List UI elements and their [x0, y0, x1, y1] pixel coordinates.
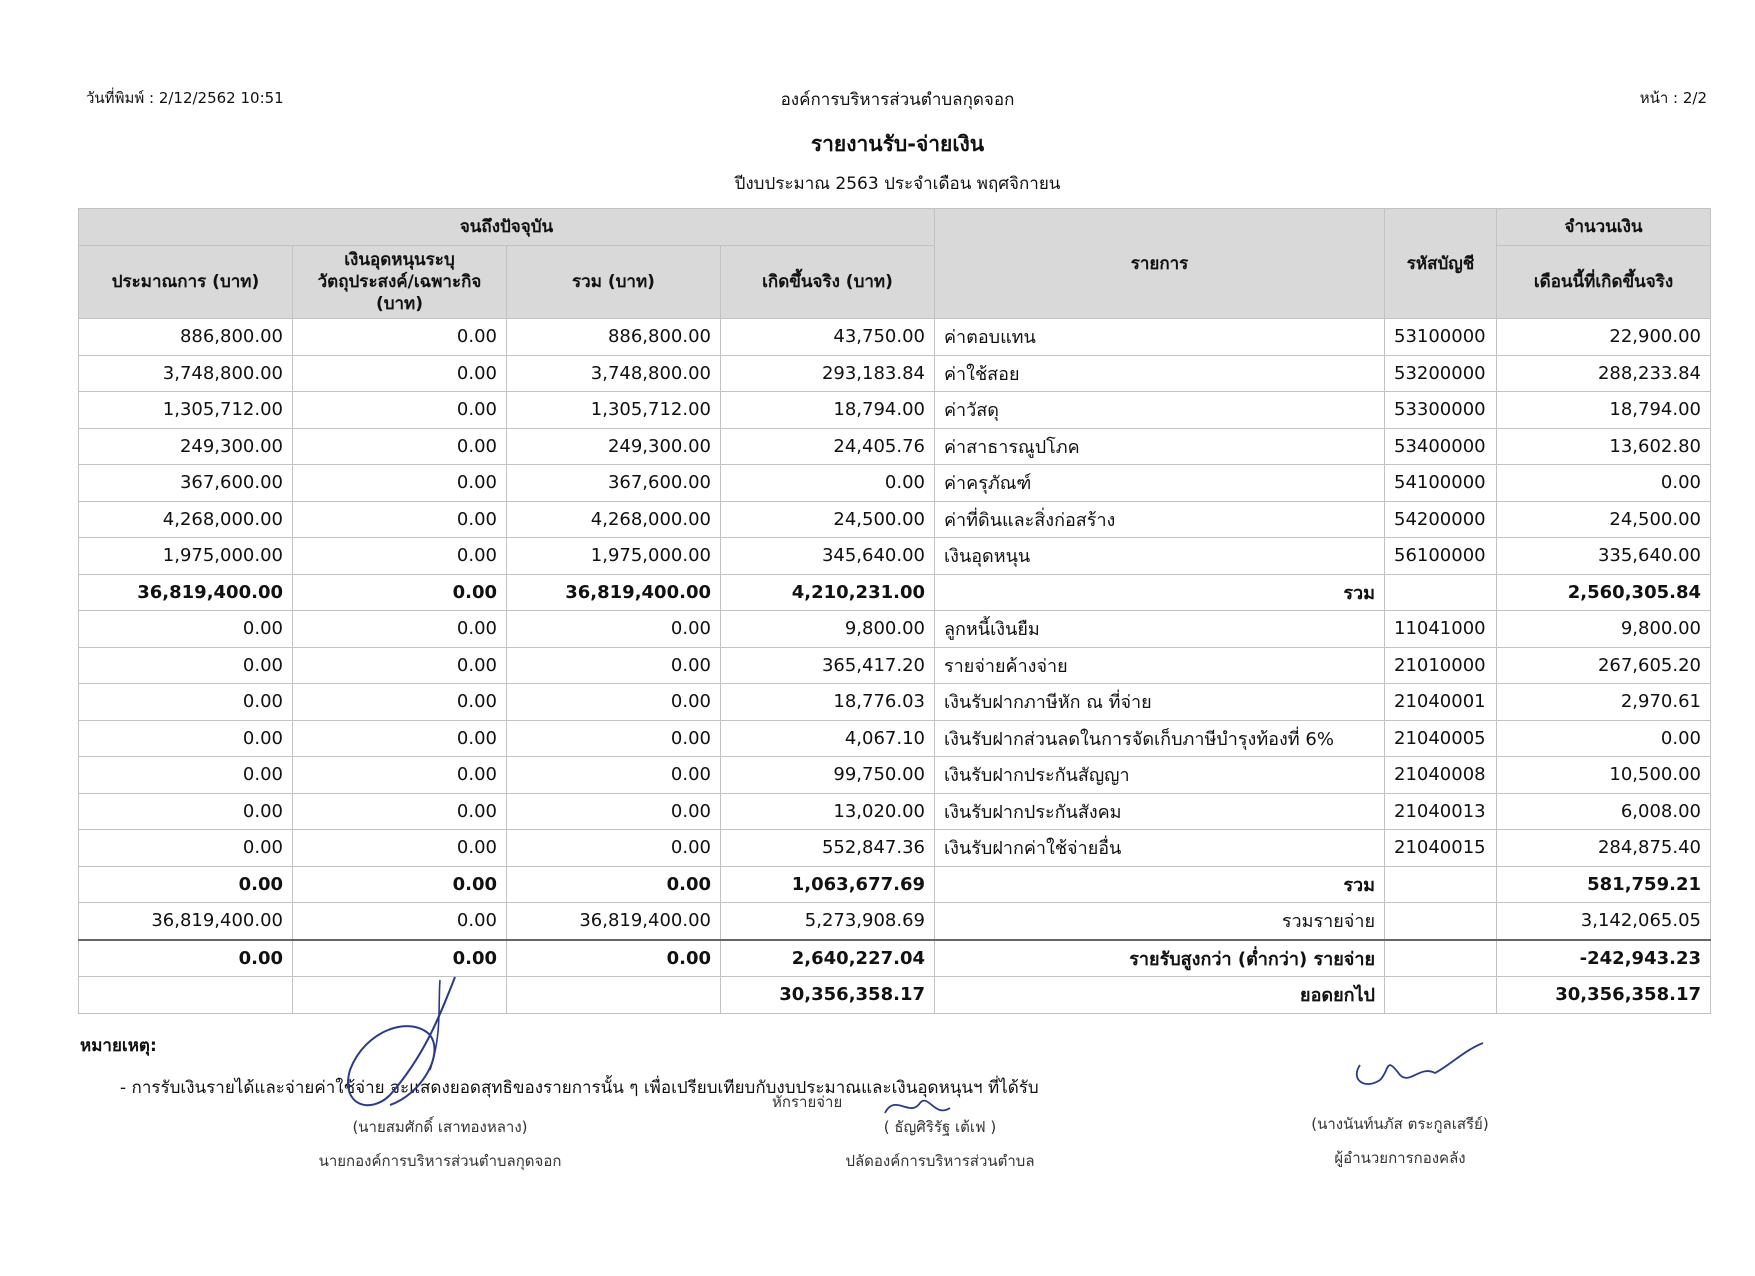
estimate-cell: 0.00	[79, 940, 293, 977]
table-row	[79, 428, 1711, 465]
account-code-cell	[1385, 574, 1497, 611]
account-code-cell	[1385, 866, 1497, 903]
actual-cell: 18,794.00	[721, 392, 935, 429]
total-cell: 0.00	[507, 684, 721, 721]
account-code-cell: 21040013	[1385, 793, 1497, 830]
total-cell: 249,300.00	[507, 428, 721, 465]
subsidy-cell: 0.00	[293, 501, 507, 538]
estimate-cell: 886,800.00	[79, 319, 293, 356]
estimate-cell: 0.00	[79, 793, 293, 830]
estimate-header: ประมาณการ (บาท)	[79, 246, 293, 319]
actual-cell: 365,417.20	[721, 647, 935, 684]
actual-cell: 9,800.00	[721, 611, 935, 648]
total-cell: 0.00	[507, 647, 721, 684]
month-actual-cell: 10,500.00	[1497, 757, 1711, 794]
actual-cell: 18,776.03	[721, 684, 935, 721]
signer-position-3: ผู้อำนวยการกองคลัง	[1334, 1149, 1466, 1167]
estimate-cell: 1,305,712.00	[79, 392, 293, 429]
table-row	[79, 793, 1711, 830]
account-code-cell: 11041000	[1385, 611, 1497, 648]
report-table	[78, 208, 1711, 1014]
subsidy-cell: 0.00	[293, 465, 507, 502]
total-cell: 0.00	[507, 611, 721, 648]
account-code-cell: 21040001	[1385, 684, 1497, 721]
month-actual-cell: -242,943.23	[1497, 940, 1711, 977]
account-code-cell	[1385, 903, 1497, 940]
subsidy-cell: 0.00	[293, 319, 507, 356]
actual-cell: 5,273,908.69	[721, 903, 935, 940]
item-cell: ค่าที่ดินและสิ่งก่อสร้าง	[935, 501, 1385, 538]
estimate-cell: 1,975,000.00	[79, 538, 293, 575]
actual-cell: 30,356,358.17	[721, 977, 935, 1014]
remarks-continuation: หักรายจ่าย	[772, 1093, 843, 1111]
account-code-cell	[1385, 977, 1497, 1014]
item-cell: เงินรับฝากค่าใช้จ่ายอื่น	[935, 830, 1385, 867]
actual-cell: 293,183.84	[721, 355, 935, 392]
month-actual-cell: 6,008.00	[1497, 793, 1711, 830]
total-cell: 0.00	[507, 720, 721, 757]
actual-cell: 24,405.76	[721, 428, 935, 465]
estimate-cell: 249,300.00	[79, 428, 293, 465]
to-date-group-header: จนถึงปัจจุบัน	[79, 209, 935, 246]
item-cell: ค่าวัสดุ	[935, 392, 1385, 429]
signature-block-3	[1270, 1107, 1530, 1175]
actual-cell: 99,750.00	[721, 757, 935, 794]
signer-position-2: ปลัดองค์การบริหารส่วนตำบล	[845, 1152, 1035, 1170]
estimate-cell: 36,819,400.00	[79, 574, 293, 611]
actual-cell: 43,750.00	[721, 319, 935, 356]
month-actual-cell: 2,560,305.84	[1497, 574, 1711, 611]
month-actual-cell: 0.00	[1497, 465, 1711, 502]
actual-cell: 552,847.36	[721, 830, 935, 867]
table-row	[79, 684, 1711, 721]
month-actual-cell: 267,605.20	[1497, 647, 1711, 684]
subsidy-cell: 0.00	[293, 611, 507, 648]
total-header: รวม (บาท)	[507, 246, 721, 319]
subsidy-cell: 0.00	[293, 428, 507, 465]
summary-label-cell: ยอดยกไป	[935, 977, 1385, 1014]
total-cell: 1,975,000.00	[507, 538, 721, 575]
total-cell: 0.00	[507, 793, 721, 830]
actual-cell: 4,067.10	[721, 720, 935, 757]
table-row	[79, 611, 1711, 648]
item-header: รายการ	[935, 209, 1385, 319]
item-cell: เงินรับฝากประกันสัญญา	[935, 757, 1385, 794]
table-row	[79, 977, 1711, 1014]
total-cell: 0.00	[507, 866, 721, 903]
actual-cell: 24,500.00	[721, 501, 935, 538]
month-actual-cell: 13,602.80	[1497, 428, 1711, 465]
month-actual-cell: 0.00	[1497, 720, 1711, 757]
account-code-cell: 53300000	[1385, 392, 1497, 429]
estimate-cell: 0.00	[79, 866, 293, 903]
signer-name-1: (นายสมศักดิ์ เสาทองหลาง)	[352, 1118, 528, 1136]
item-cell: ค่าสาธารณูปโภค	[935, 428, 1385, 465]
subsidy-cell: 0.00	[293, 647, 507, 684]
signature-image-3	[1345, 1035, 1485, 1095]
month-actual-cell: 288,233.84	[1497, 355, 1711, 392]
table-row	[79, 574, 1711, 611]
total-cell: 36,819,400.00	[507, 574, 721, 611]
account-code-cell: 21040005	[1385, 720, 1497, 757]
account-code-cell: 53200000	[1385, 355, 1497, 392]
table-row	[79, 940, 1711, 977]
subsidy-cell: 0.00	[293, 720, 507, 757]
item-cell: เงินอุดหนุน	[935, 538, 1385, 575]
total-cell: 367,600.00	[507, 465, 721, 502]
month-actual-cell: 18,794.00	[1497, 392, 1711, 429]
estimate-cell: 0.00	[79, 757, 293, 794]
subsidy-cell: 0.00	[293, 940, 507, 977]
item-cell: เงินรับฝากประกันสังคม	[935, 793, 1385, 830]
signer-name-2: ( ธัญศิริรัฐ เต้เฟ )	[883, 1118, 997, 1136]
summary-label-cell: รวมรายจ่าย	[935, 903, 1385, 940]
subsidy-header: เงินอุดหนุนระบุวัตถุประสงค์/เฉพาะกิจ (บาท)	[293, 246, 507, 319]
estimate-cell: 0.00	[79, 830, 293, 867]
table-row	[79, 720, 1711, 757]
estimate-cell: 36,819,400.00	[79, 903, 293, 940]
report-title: รายงานรับ-จ่ายเงิน	[810, 132, 985, 156]
total-cell	[507, 977, 721, 1014]
total-cell: 4,268,000.00	[507, 501, 721, 538]
actual-cell: 0.00	[721, 465, 935, 502]
organization-name: องค์การบริหารส่วนตำบลกุดจอก	[780, 90, 1015, 110]
signature-block-1	[280, 1110, 600, 1178]
remarks-heading: หมายเหตุ:	[80, 1036, 157, 1056]
code-header: รหัสบัญชี	[1385, 209, 1497, 319]
subsidy-cell: 0.00	[293, 757, 507, 794]
subsidy-cell: 0.00	[293, 903, 507, 940]
actual-cell: 13,020.00	[721, 793, 935, 830]
subsidy-cell: 0.00	[293, 684, 507, 721]
item-cell: ค่าใช้สอย	[935, 355, 1385, 392]
summary-label-cell: รวม	[935, 574, 1385, 611]
actual-cell: 4,210,231.00	[721, 574, 935, 611]
table-row	[79, 319, 1711, 356]
actual-cell: 1,063,677.69	[721, 866, 935, 903]
month-actual-cell: 22,900.00	[1497, 319, 1711, 356]
month-actual-cell: 24,500.00	[1497, 501, 1711, 538]
account-code-cell: 21040015	[1385, 830, 1497, 867]
month-actual-cell: 335,640.00	[1497, 538, 1711, 575]
month-actual-cell: 284,875.40	[1497, 830, 1711, 867]
total-cell: 0.00	[507, 757, 721, 794]
table-row	[79, 501, 1711, 538]
subsidy-cell: 0.00	[293, 793, 507, 830]
table-row	[79, 830, 1711, 867]
print-date: วันที่พิมพ์ : 2/12/2562 10:51	[86, 89, 284, 107]
table-row	[79, 903, 1711, 940]
subsidy-cell: 0.00	[293, 538, 507, 575]
subsidy-cell: 0.00	[293, 574, 507, 611]
estimate-cell: 4,268,000.00	[79, 501, 293, 538]
signature-block-2	[820, 1110, 1060, 1178]
total-cell: 0.00	[507, 940, 721, 977]
month-actual-cell: 3,142,065.05	[1497, 903, 1711, 940]
month-actual-cell: 9,800.00	[1497, 611, 1711, 648]
month-actual-header: เดือนนี้ที่เกิดขึ้นจริง	[1497, 246, 1711, 319]
item-cell: ลูกหนี้เงินยืม	[935, 611, 1385, 648]
account-code-cell: 56100000	[1385, 538, 1497, 575]
total-cell: 36,819,400.00	[507, 903, 721, 940]
account-code-cell: 53100000	[1385, 319, 1497, 356]
summary-label-cell: รายรับสูงกว่า (ต่ำกว่า) รายจ่าย	[935, 940, 1385, 977]
item-cell: รายจ่ายค้างจ่าย	[935, 647, 1385, 684]
table-row	[79, 647, 1711, 684]
account-code-cell: 21010000	[1385, 647, 1497, 684]
estimate-cell: 0.00	[79, 647, 293, 684]
remarks-text: - การรับเงินรายได้และจ่ายค่าใช้จ่าย จะแสดงยอดสุทธิของรายการนั้น ๆ เพื่อเปรียบเทียบกับงบประมาณและเงินอุดหนุนฯ ที่ได้รับ	[120, 1078, 1039, 1098]
total-cell: 3,748,800.00	[507, 355, 721, 392]
actual-cell: 2,640,227.04	[721, 940, 935, 977]
month-actual-cell: 2,970.61	[1497, 684, 1711, 721]
subsidy-cell: 0.00	[293, 355, 507, 392]
item-cell: ค่าตอบแทน	[935, 319, 1385, 356]
actual-header: เกิดขึ้นจริง (บาท)	[721, 246, 935, 319]
estimate-cell: 3,748,800.00	[79, 355, 293, 392]
account-code-cell: 54100000	[1385, 465, 1497, 502]
signature-image-1	[330, 975, 480, 1125]
total-cell: 886,800.00	[507, 319, 721, 356]
subsidy-cell: 0.00	[293, 866, 507, 903]
summary-label-cell: รวม	[935, 866, 1385, 903]
table-row	[79, 866, 1711, 903]
account-code-cell: 21040008	[1385, 757, 1497, 794]
table-row	[79, 392, 1711, 429]
estimate-cell: 0.00	[79, 684, 293, 721]
account-code-cell: 53400000	[1385, 428, 1497, 465]
account-code-cell: 54200000	[1385, 501, 1497, 538]
item-cell: ค่าครุภัณฑ์	[935, 465, 1385, 502]
total-cell: 1,305,712.00	[507, 392, 721, 429]
month-actual-cell: 30,356,358.17	[1497, 977, 1711, 1014]
estimate-cell: 367,600.00	[79, 465, 293, 502]
item-cell: เงินรับฝากส่วนลดในการจัดเก็บภาษีบำรุงท้องที่ 6%	[935, 720, 1385, 757]
report-subtitle: ปีงบประมาณ 2563 ประจำเดือน พฤศจิกายน	[734, 174, 1061, 194]
table-row	[79, 465, 1711, 502]
subsidy-cell: 0.00	[293, 830, 507, 867]
table-row	[79, 355, 1711, 392]
signer-name-3: (นางนันท์นภัส ตระกูลเสรีย์)	[1311, 1115, 1489, 1133]
total-cell: 0.00	[507, 830, 721, 867]
amount-header: จำนวนเงิน	[1497, 209, 1711, 246]
estimate-cell	[79, 977, 293, 1014]
estimate-cell: 0.00	[79, 720, 293, 757]
subsidy-cell: 0.00	[293, 392, 507, 429]
month-actual-cell: 581,759.21	[1497, 866, 1711, 903]
item-cell: เงินรับฝากภาษีหัก ณ ที่จ่าย	[935, 684, 1385, 721]
table-row	[79, 538, 1711, 575]
estimate-cell: 0.00	[79, 611, 293, 648]
actual-cell: 345,640.00	[721, 538, 935, 575]
account-code-cell	[1385, 940, 1497, 977]
signer-position-1: นายกองค์การบริหารส่วนตำบลกุดจอก	[318, 1152, 562, 1170]
page-number: หน้า : 2/2	[1639, 89, 1707, 107]
table-row	[79, 757, 1711, 794]
